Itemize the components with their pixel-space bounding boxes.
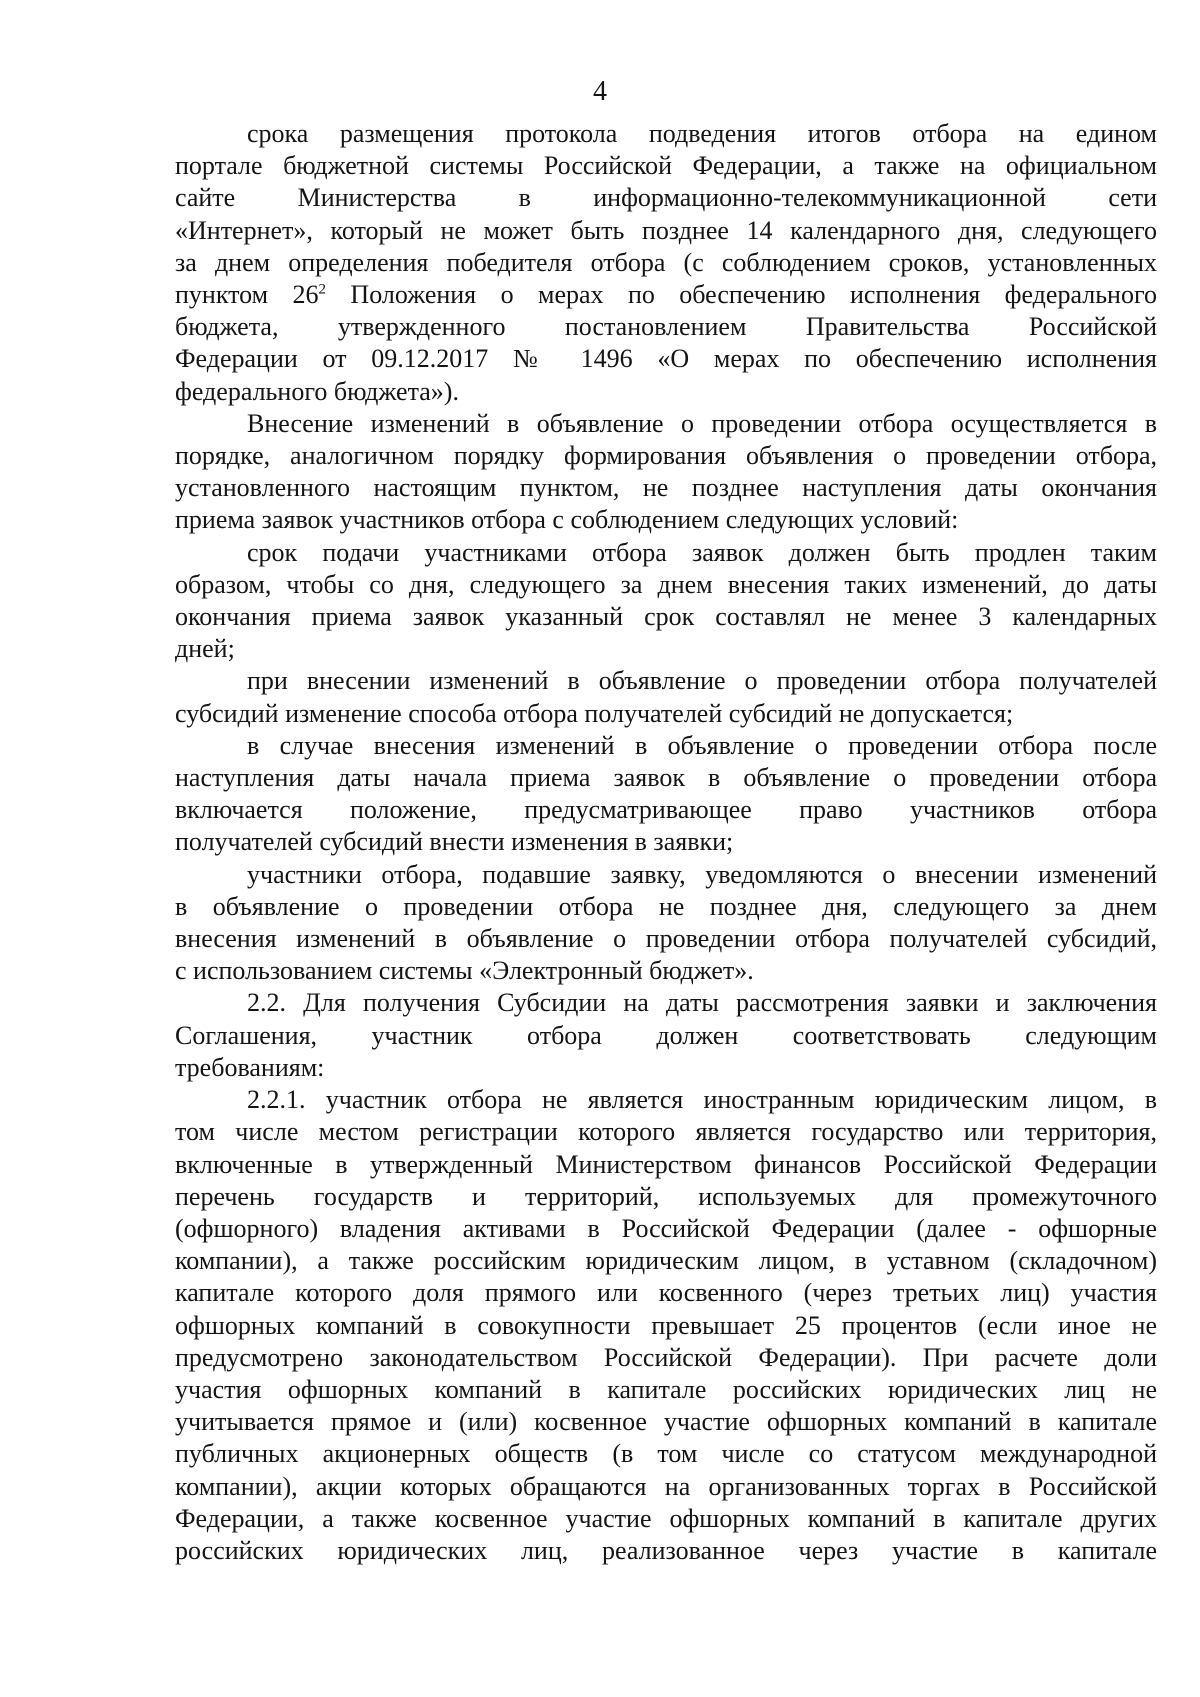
text-line: Внесение изменений в объявление о проведении отбора осуществляется в bbox=[247, 408, 1157, 438]
text-line: публичных акционерных обществ (в том числе со статусом международной bbox=[175, 1439, 1157, 1469]
text-line: федерального бюджета»). bbox=[175, 376, 459, 406]
paragraph-method-change bbox=[175, 665, 1157, 729]
text-line: том числе местом регистрации которого является государство или территория, bbox=[175, 1117, 1157, 1147]
text-line: Соглашения, участник отбора должен соответствовать следующим bbox=[175, 1020, 1157, 1050]
paragraph-section-2-2-1 bbox=[175, 1084, 1157, 1567]
text-line: Федерации, а также косвенное участие офшорных компаний в капитале других bbox=[175, 1503, 1157, 1533]
text-line: получателей субсидий внести изменения в заявки; bbox=[175, 827, 734, 857]
text-line: приема заявок участников отбора с соблюдением следующих условий: bbox=[175, 505, 959, 535]
superscript: 2 bbox=[318, 281, 327, 298]
text-fragment: пунктом 26 bbox=[175, 280, 319, 310]
text-line: капитале которого доля прямого или косвенного (через третьих лиц) участия bbox=[175, 1278, 1157, 1308]
page-number: 4 bbox=[593, 76, 607, 107]
text-line: участия офшорных компаний в капитале российских юридических лиц не bbox=[175, 1374, 1157, 1404]
text-line: за днем определения победителя отбора (с соблюдением сроков, установленных bbox=[175, 247, 1157, 277]
document-body bbox=[175, 118, 1157, 1567]
text-line: Федерации от 09.12.2017 № 1496 «О мерах по обеспечению исполнения bbox=[175, 344, 1157, 374]
text-line: внесения изменений в объявление о проведении отбора получателей субсидий, bbox=[175, 924, 1157, 954]
text-line: в объявление о проведении отбора не позднее дня, следующего за днем bbox=[175, 891, 1157, 921]
text-fragment: Положения о мерах по обеспечению исполнения федерального bbox=[326, 280, 1157, 310]
text-line: российских юридических лиц, реализованное через участие в капитале bbox=[175, 1535, 1157, 1565]
paragraph-amendments bbox=[175, 408, 1157, 537]
text-line-with-superscript bbox=[175, 279, 1157, 311]
text-line: образом, чтобы со дня, следующего за днем внесения таких изменений, до даты bbox=[175, 569, 1157, 599]
text-line: (офшорного) владения активами в Российской Федерации (далее - офшорные bbox=[175, 1213, 1157, 1243]
text-line: порядке, аналогичном порядку формирования объявления о проведении отбора, bbox=[175, 441, 1157, 471]
text-line: наступления даты начала приема заявок в объявление о проведении отбора bbox=[175, 763, 1157, 793]
text-line: субсидий изменение способа отбора получателей субсидий не допускается; bbox=[175, 698, 1014, 728]
text-line: участники отбора, подавшие заявку, уведомляются о внесении изменений bbox=[247, 859, 1157, 889]
paragraph-after-start bbox=[175, 730, 1157, 859]
text-line: с использованием системы «Электронный бюджет». bbox=[175, 956, 754, 986]
text-line: в случае внесения изменений в объявление о проведении отбора после bbox=[247, 730, 1157, 760]
text-line: 2.2.1. участник отбора не является иностранным юридическим лицом, в bbox=[247, 1085, 1157, 1115]
paragraph-deadline-protocol bbox=[175, 118, 1157, 408]
text-line: установленного настоящим пунктом, не позднее наступления даты окончания bbox=[175, 473, 1157, 503]
text-line: учитывается прямое и (или) косвенное участие офшорных компаний в капитале bbox=[175, 1407, 1157, 1437]
text-line: 2.2. Для получения Субсидии на даты рассмотрения заявки и заключения bbox=[247, 988, 1157, 1018]
text-line: требованиям: bbox=[175, 1052, 325, 1082]
text-line: компании), а также российским юридическим лицом, в уставном (складочном) bbox=[175, 1246, 1157, 1276]
text-line: при внесении изменений в объявление о проведении отбора получателей bbox=[247, 666, 1157, 696]
text-line: портале бюджетной системы Российской Федерации, а также на официальном bbox=[175, 151, 1157, 181]
text-line: включается положение, предусматривающее право участников отбора bbox=[175, 795, 1157, 825]
text-line: сайте Министерства в информационно-телекоммуникационной сети bbox=[175, 183, 1157, 213]
text-line: бюджета, утвержденного постановлением Правительства Российской bbox=[175, 312, 1157, 342]
text-line: срок подачи участниками отбора заявок должен быть продлен таким bbox=[247, 537, 1157, 567]
paragraph-extension bbox=[175, 537, 1157, 666]
text-line: срока размещения протокола подведения итогов отбора на едином bbox=[247, 119, 1157, 148]
text-line: предусмотрено законодательством Российской Федерации). При расчете доли bbox=[175, 1342, 1157, 1372]
text-line: окончания приема заявок указанный срок составлял не менее 3 календарных bbox=[175, 602, 1157, 632]
text-line: перечень государств и территорий, используемых для промежуточного bbox=[175, 1181, 1157, 1211]
text-line: включенные в утвержденный Министерством финансов Российской Федерации bbox=[175, 1149, 1157, 1179]
text-line: компании), акции которых обращаются на организованных торгах в Российской bbox=[175, 1471, 1157, 1501]
paragraph-section-2-2 bbox=[175, 987, 1157, 1084]
paragraph-notification bbox=[175, 859, 1157, 988]
text-line: «Интернет», который не может быть позднее 14 календарного дня, следующего bbox=[175, 215, 1157, 245]
text-line: дней; bbox=[175, 634, 235, 664]
text-line: офшорных компаний в совокупности превышает 25 процентов (если иное не bbox=[175, 1310, 1157, 1340]
